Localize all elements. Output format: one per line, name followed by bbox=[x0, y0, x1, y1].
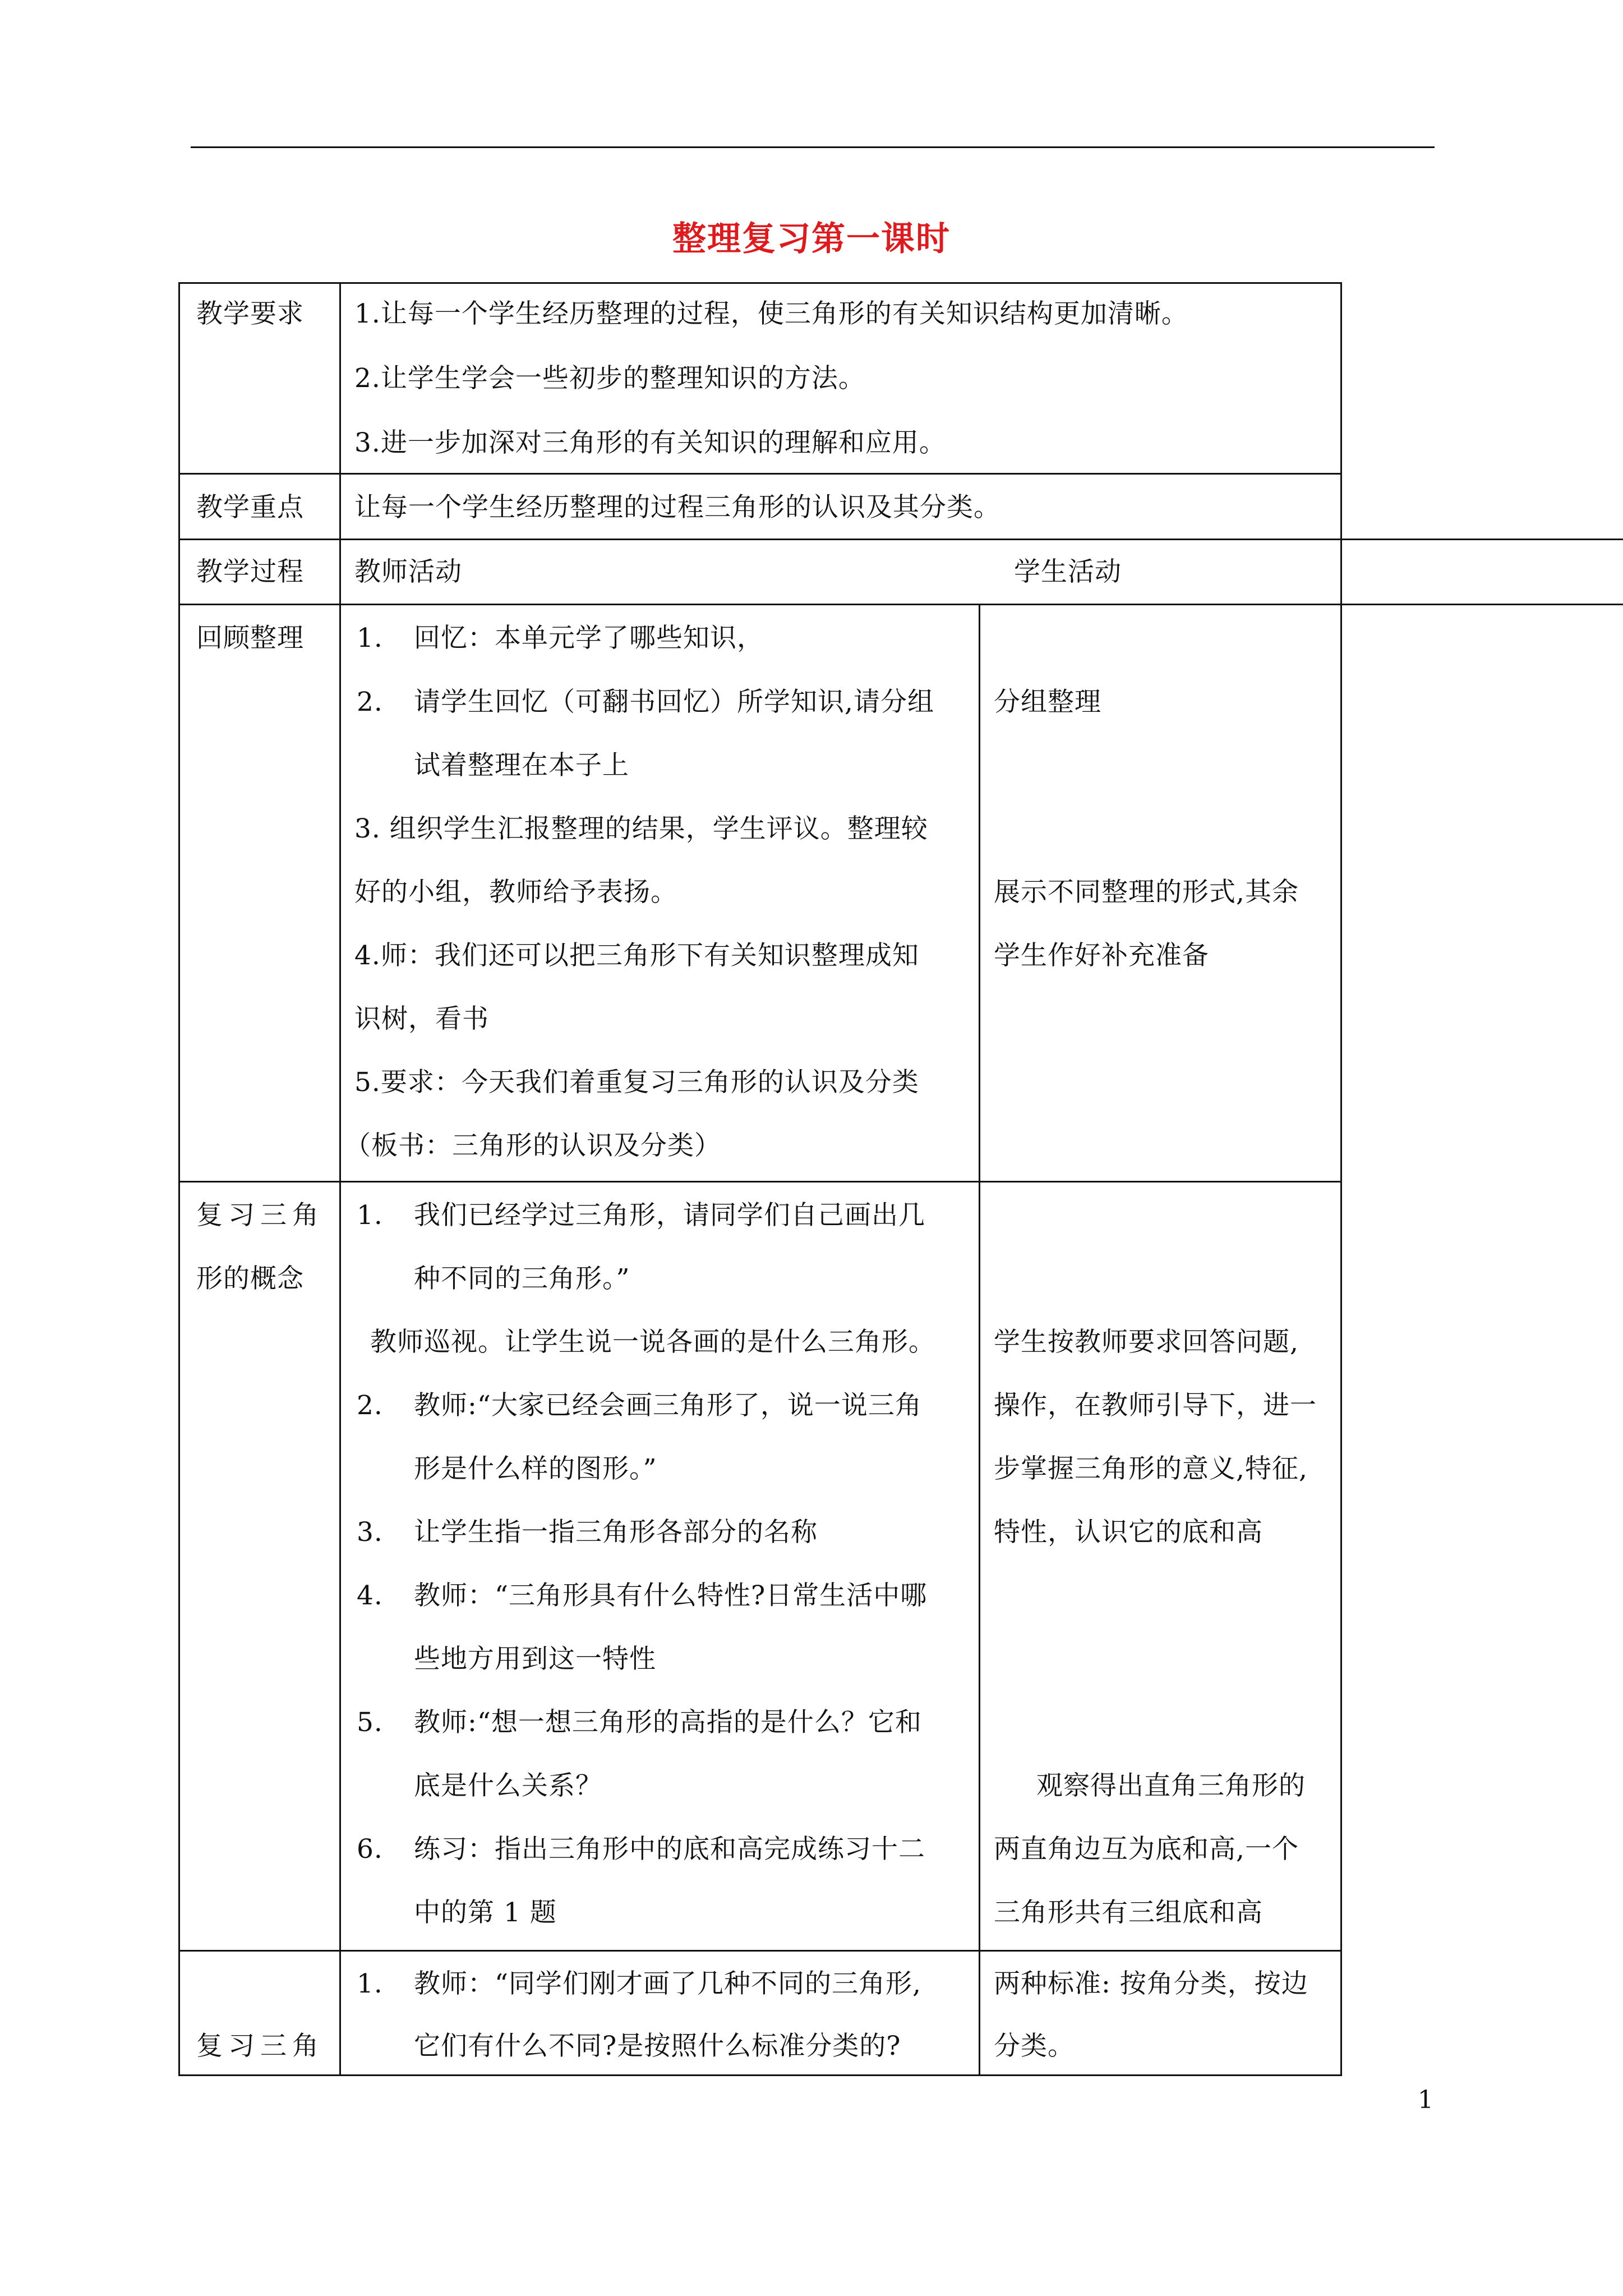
teacher-activity-line: 中的第 1 题 bbox=[414, 1897, 557, 1928]
teacher-activity-line: 底是什么关系？ bbox=[414, 1770, 602, 1801]
item-number: 4. bbox=[357, 1580, 383, 1611]
page-number: 1 bbox=[1418, 2086, 1433, 2114]
table-rule bbox=[178, 1950, 1342, 1952]
row-label-focus: 教学重点 bbox=[196, 492, 304, 523]
teacher-activity-line: 教师巡视。让学生说一说各画的是什么三角形。 bbox=[370, 1327, 935, 1358]
table-border-top bbox=[178, 282, 1342, 284]
teacher-activity-line: 5.要求：今天我们着重复习三角形的认识及分类 bbox=[354, 1067, 919, 1098]
teacher-activity-line: 教师:“大家已经会画三角形了，说一说三角 bbox=[414, 1390, 922, 1421]
teacher-activity-line: 些地方用到这一特性 bbox=[414, 1644, 656, 1674]
student-activity-header: 学生活动 bbox=[1014, 556, 1122, 587]
row-label-concept: 形的概念 bbox=[196, 1263, 304, 1294]
student-activity-line: 操作，在教师引导下，进一 bbox=[994, 1390, 1317, 1421]
table-column-divider bbox=[979, 604, 980, 2076]
student-activity-line: 学生作好补充准备 bbox=[994, 940, 1209, 971]
header-rule bbox=[191, 146, 1435, 148]
student-activity-line: 分类。 bbox=[994, 2031, 1075, 2062]
student-activity-line: 展示不同整理的形式,其余 bbox=[994, 877, 1299, 908]
item-number: 3. bbox=[357, 1517, 383, 1548]
item-number: 6. bbox=[357, 1834, 383, 1865]
table-border-left bbox=[178, 282, 180, 2076]
page-title: 整理复习第一课时 bbox=[672, 219, 951, 259]
table-column-divider bbox=[339, 282, 341, 2076]
student-activity-line: 两直角边互为底和高,一个 bbox=[994, 1834, 1299, 1865]
item-number: 1. bbox=[357, 1200, 383, 1231]
table-rule bbox=[178, 604, 1623, 605]
table-border-right bbox=[1340, 282, 1342, 2076]
teacher-activity-line: 试着整理在本子上 bbox=[414, 750, 629, 781]
student-activity-line: 三角形共有三组底和高 bbox=[994, 1897, 1263, 1928]
item-number: 1. bbox=[357, 623, 383, 654]
student-activity-line: 步掌握三角形的意义,特征, bbox=[994, 1453, 1308, 1484]
requirement-line: 3.进一步加深对三角形的有关知识的理解和应用。 bbox=[354, 427, 946, 458]
table-rule bbox=[178, 473, 1342, 475]
student-activity-line: 特性，认识它的底和高 bbox=[994, 1517, 1263, 1548]
table-border-bottom bbox=[178, 2074, 1342, 2076]
teacher-activity-line: 形是什么样的图形。” bbox=[414, 1453, 657, 1484]
row-label-requirements: 教学要求 bbox=[196, 298, 304, 329]
row-label-process: 教学过程 bbox=[196, 556, 304, 587]
table-rule bbox=[178, 1181, 1342, 1182]
teacher-activity-line: 好的小组，教师给予表扬。 bbox=[354, 877, 677, 908]
item-number: 2. bbox=[357, 1390, 383, 1421]
teacher-activity-line: 我们已经学过三角形，请同学们自己画出几 bbox=[414, 1200, 925, 1231]
teacher-activity-line: 教师:“想一想三角形的高指的是什么？它和 bbox=[414, 1707, 922, 1738]
teacher-activity-line: 请学生回忆（可翻书回忆）所学知识,请分组 bbox=[414, 687, 934, 717]
student-activity-line: 两种标准: 按角分类，按边 bbox=[994, 1968, 1308, 1999]
teacher-activity-line: 4.师：我们还可以把三角形下有关知识整理成知 bbox=[354, 940, 919, 971]
teacher-activity-line: 练习：指出三角形中的底和高完成练习十二 bbox=[414, 1834, 925, 1865]
student-activity-line: 学生按教师要求回答问题, bbox=[994, 1327, 1299, 1358]
teacher-activity-line: （板书：三角形的认识及分类） bbox=[344, 1130, 721, 1161]
teacher-activity-line: 它们有什么不同?是按照什么标准分类的? bbox=[414, 2031, 901, 2062]
table-rule bbox=[178, 539, 1623, 540]
requirement-line: 2.让学生学会一些初步的整理知识的方法。 bbox=[354, 363, 865, 394]
teacher-activity-line: 回忆：本单元学了哪些知识， bbox=[414, 623, 764, 654]
teacher-activity-header: 教师活动 bbox=[354, 556, 462, 587]
item-number: 5. bbox=[357, 1707, 383, 1738]
teacher-activity-line: 教师：“同学们刚才画了几种不同的三角形, bbox=[414, 1968, 921, 1999]
row-label-classify: 复习三角 bbox=[196, 2031, 324, 2062]
focus-text: 让每一个学生经历整理的过程三角形的认识及其分类。 bbox=[354, 492, 1000, 523]
student-activity-line: 分组整理 bbox=[994, 687, 1101, 717]
row-label-concept: 复习三角 bbox=[196, 1200, 324, 1231]
item-number: 1. bbox=[357, 1968, 383, 1999]
teacher-activity-line: 3. 组织学生汇报整理的结果，学生评议。整理较 bbox=[354, 813, 928, 844]
teacher-activity-line: 教师：“三角形具有什么特性?日常生活中哪 bbox=[414, 1580, 928, 1611]
teacher-activity-line: 识树，看书 bbox=[354, 1004, 489, 1034]
item-number: 2. bbox=[357, 687, 383, 717]
teacher-activity-line: 让学生指一指三角形各部分的名称 bbox=[414, 1517, 818, 1548]
student-activity-line: 观察得出直角三角形的 bbox=[1036, 1770, 1306, 1801]
teacher-activity-line: 种不同的三角形。” bbox=[414, 1263, 630, 1294]
requirement-line: 1.让每一个学生经历整理的过程，使三角形的有关知识结构更加清晰。 bbox=[354, 298, 1188, 329]
row-label-review: 回顾整理 bbox=[196, 623, 304, 654]
